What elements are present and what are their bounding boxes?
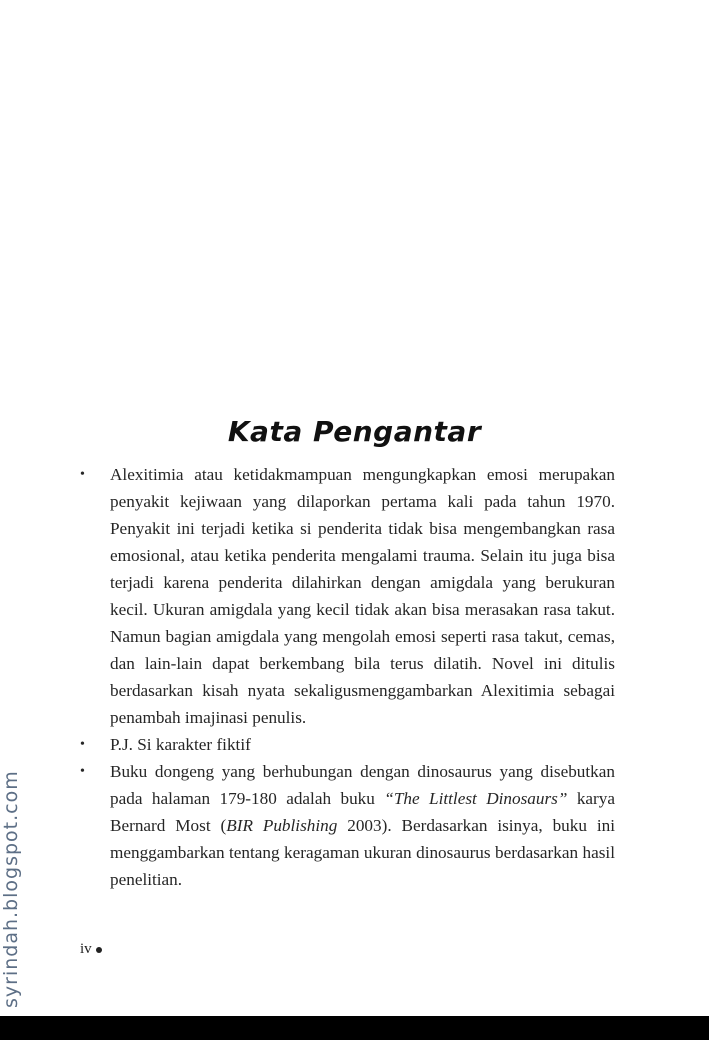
bullet-icon: • — [80, 467, 85, 482]
page-title: Kata Pengantar — [227, 414, 482, 448]
watermark: syrindah.blogspot.com — [0, 770, 22, 1008]
list-item — [80, 758, 615, 893]
page-footer — [80, 941, 102, 958]
text-run: 2003). Berdasarkan isinya, buku ini menggambarkan tentang keragaman ukuran dinosaurus berdasarkan hasil penelitian. — [110, 816, 615, 889]
text-run: karya Bernard Most ( — [110, 789, 615, 835]
list-item-text — [110, 731, 615, 758]
footer-dot-icon — [96, 947, 102, 953]
list-item — [80, 461, 615, 731]
italic-text: “The Littlest Dinosaurs” — [384, 789, 568, 808]
page-number: iv — [80, 941, 92, 957]
bottom-bar — [0, 1016, 709, 1040]
list-item-text — [110, 461, 615, 731]
bullet-icon: • — [80, 737, 85, 752]
bullet-icon: • — [80, 764, 85, 779]
list-item-text — [110, 758, 615, 893]
italic-text: BIR Publishing — [226, 816, 338, 835]
list-item — [80, 731, 615, 758]
text-run: Buku dongeng yang berhubungan dengan dinosaurus yang disebutkan pada halaman 179-180 adalah buku — [110, 762, 615, 808]
preface-list — [80, 461, 615, 893]
text-run: Alexitimia atau ketidakmampuan mengungkapkan emosi merupakan penyakit kejiwaan yang dilaporkan pertama kali pada tahun 1970. Penyakit ini terjadi ketika si penderita tidak bisa mengembangkan rasa emosional, atau ketika penderita mengalami trauma. Selain itu juga bisa terjadi karena penderita dilahirkan dengan amigdala yang berukuran kecil. Ukuran amigdala yang kecil tidak akan bisa merasakan rasa takut. Namun bagian amigdala yang mengolah emosi seperti rasa takut, cemas, dan lain-lain dapat berkembang bila terus dilatih. Novel ini ditulis berdasarkan kisah nyata sekaligusmenggambarkan Alexitimia sebagai penambah imajinasi penulis. — [110, 465, 615, 727]
text-run: P.J. Si karakter fiktif — [110, 735, 251, 754]
